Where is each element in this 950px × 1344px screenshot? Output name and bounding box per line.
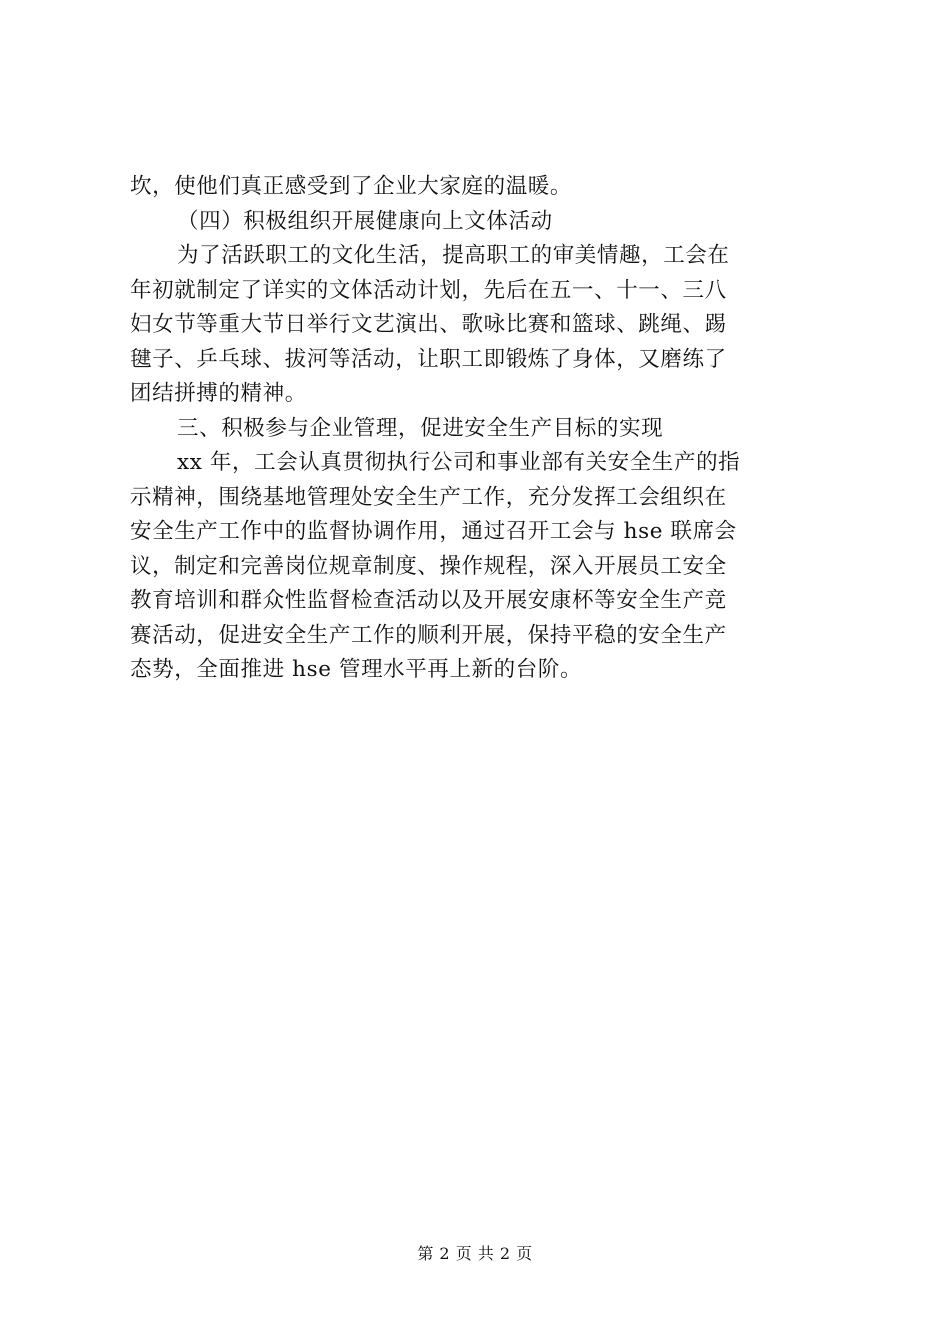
text-line-14: 赛活动，促进安全生产工作的顺利开展，保持平稳的安全生产	[130, 622, 727, 648]
page-number-label: 第 2 页 共 2 页	[417, 1244, 533, 1263]
text-line-7: 团结拼搏的精神。	[130, 381, 307, 406]
page-footer	[0, 1244, 950, 1264]
text-line-4: 年初就制定了详实的文体活动计划，先后在五一、十一、三八	[130, 277, 727, 303]
text-line-5: 妇女节等重大节日举行文艺演出、歌咏比赛和篮球、跳绳、踢	[130, 312, 727, 337]
document-body	[130, 170, 830, 688]
text-line-12: 议，制定和完善岗位规章制度、操作规程，深入开展员工安全	[130, 553, 727, 579]
text-line-3: 为了活跃职工的文化生活，提高职工的审美情趣，工会在	[177, 243, 730, 268]
section-heading-3: 三、积极参与企业管理，促进安全生产目标的实现	[177, 415, 664, 441]
text-line-6: 毽子、乒乓球、拔河等活动，让职工即锻炼了身体，又磨练了	[130, 346, 727, 372]
text-line-13: 教育培训和群众性监督检查活动以及开展安康杯等安全生产竞	[130, 588, 727, 613]
text-line-10: 示精神，围绕基地管理处安全生产工作，充分发挥工会组织在	[130, 484, 727, 510]
section-heading-4: （四）积极组织开展健康向上文体活动	[177, 208, 553, 234]
text-line-11: 安全生产工作中的监督协调作用，通过召开工会与 hse 联席会	[130, 519, 737, 544]
text-line-1: 坎，使他们真正感受到了企业大家庭的温暖。	[130, 174, 573, 199]
text-line-15: 态势，全面推进 hse 管理水平再上新的台阶。	[130, 657, 583, 682]
text-line-9: xx 年，工会认真贯彻执行公司和事业部有关安全生产的指	[177, 450, 741, 475]
